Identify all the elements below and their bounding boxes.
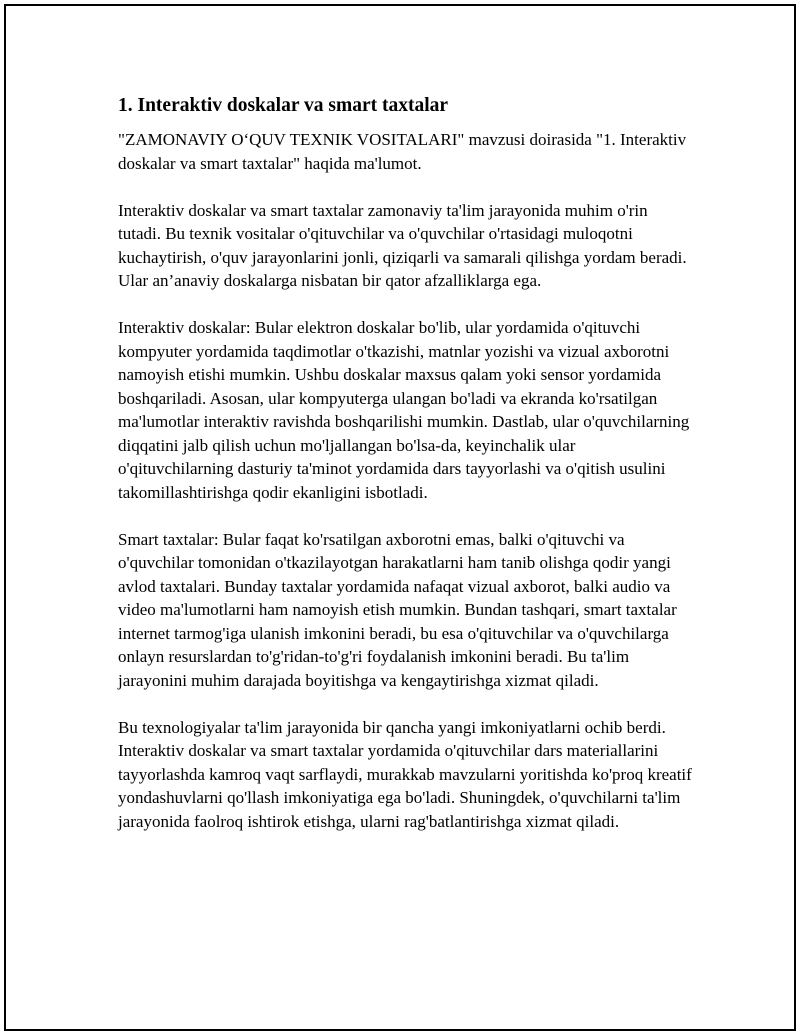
document-body [118, 92, 693, 857]
overview-paragraph: Interaktiv doskalar va smart taxtalar zamonaviy ta'lim jarayonida muhim o'rin tutadi. Bu texnik vositalar o'qituvchilar va o'quvchilar o'rtasidagi muloqotni kuchaytirish, o'quv jarayonlarini jonli, qiziqarli va samarali qilishga yordam beradi. Ular an’anaviy doskalarga nisbatan bir qator afzalliklarga ega. [118, 200, 687, 290]
conclusion-paragraph: Bu texnologiyalar ta'lim jarayonida bir qancha yangi imkoniyatlarni ochib berdi. Interaktiv doskalar va smart taxtalar yordamida o'qituvchilar dars materiallarini tayyorlashda kamroq vaqt sarflaydi, murakkab mavzularni yoritishda ko'proq kreatif yondashuvlarni qo'llash imkoniyatiga ega bo'ladi. Shuningdek, o'quvchilarni ta'lim jarayonida faolroq ishtirok etishga, ularni rag'batlantirishga xizmat qiladi. [118, 717, 692, 831]
smart-boards-paragraph: Smart taxtalar: Bular faqat ko'rsatilgan axborotni emas, balki o'qituvchi va o'quvchilar tomonidan o'tkazilayotgan harakatlarni ham tanib olishga qodir yangi avlod taxtalari. Bunday taxtalar yordamida nafaqat vizual axborot, balki audio va video ma'lumotlarni ham namoyish etish mumkin. Bundan tashqari, smart taxtalar internet tarmog'iga ulanish imkonini beradi, bu esa o'qituvchilar va o'quvchilarga onlayn resurslardan to'g'ridan-to'g'ri foydalanish imkonini beradi. Bu ta'lim jarayonini muhim darajada boyitishga va kengaytirishga xizmat qiladi. [118, 529, 677, 690]
intro-paragraph: "ZAMONAVIY O‘QUV TEXNIK VOSITALARI" mavzusi doirasida "1. Interaktiv doskalar va smart taxtalar" haqida ma'lumot. [118, 130, 687, 173]
document-title: 1. Interaktiv doskalar va smart taxtalar [118, 95, 449, 116]
interactive-boards-paragraph: Interaktiv doskalar: Bular elektron doskalar bo'lib, ular yordamida o'qituvchi kompyuter yordamida taqdimotlar o'tkazishi, matnlar yozishi va vizual axborotni namoyish etishi mumkin. Ushbu doskalar maxsus qalam yoki sensor yordamida boshqariladi. Asosan, ular kompyuterga ulangan bo'ladi va ekranda ko'rsatilgan ma'lumotlar interaktiv ravishda boshqarilishi mumkin. Dastlab, ular o'quvchilarning diqqatini jalb qilish uchun mo'ljallangan bo'lsa-da, keyinchalik ular o'qituvchilarning dasturiy ta'minot yordamida dars tayyorlashi va o'qitish usulini takomillashtirishga qodir ekanligini isbotladi. [118, 318, 690, 502]
